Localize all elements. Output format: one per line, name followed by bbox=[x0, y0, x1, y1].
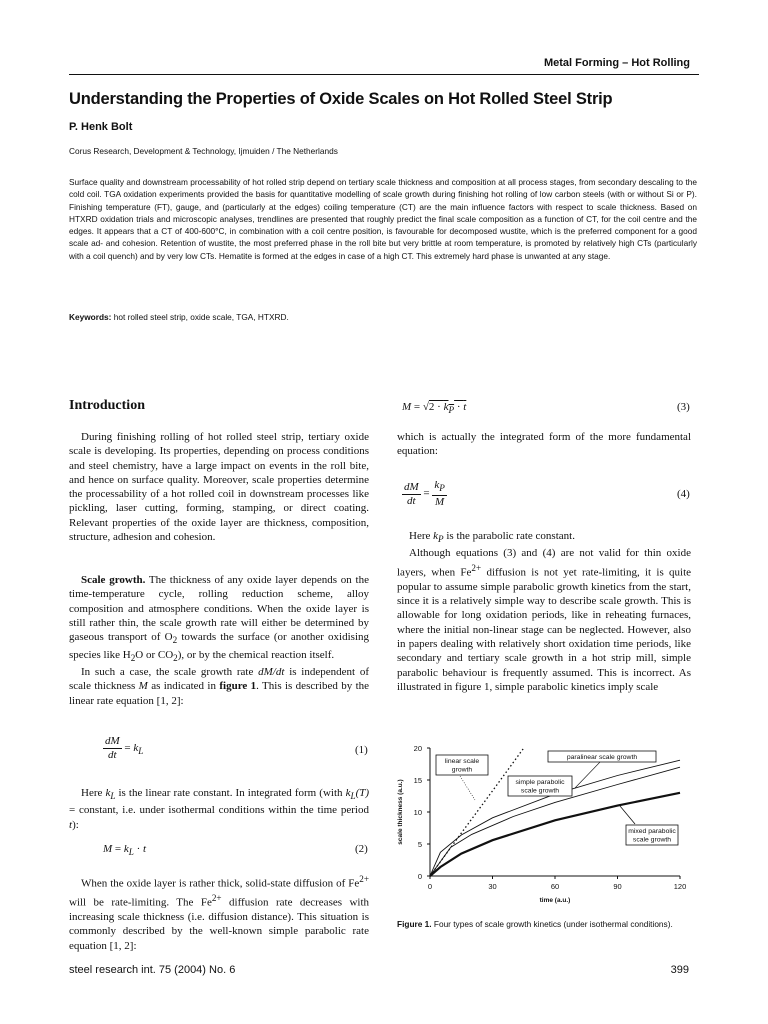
annotation-linear-pointer bbox=[460, 776, 475, 800]
equation-1-number: (1) bbox=[355, 744, 368, 756]
text-run: ), or by the chemical reaction itself. bbox=[177, 648, 335, 661]
equation-1: $\frac{dM}{dt}$ = $k_L$ bbox=[105, 735, 144, 761]
caption-label: Figure 1. bbox=[397, 919, 432, 929]
equation-4-number: (4) bbox=[677, 488, 690, 500]
section-heading-introduction: Introduction bbox=[69, 398, 145, 413]
paragraph-linear bbox=[69, 665, 369, 708]
equation-3-number: (3) bbox=[677, 401, 690, 413]
header-rule bbox=[69, 74, 699, 75]
text-run: Here bbox=[409, 530, 434, 542]
annotation-paralinear-text: paralinear scale growth bbox=[566, 754, 638, 761]
paragraph-linear-constant: Here $k_L$ is the linear rate constant. In integrated form (with $k_L(T)$ = constant, i.e. under isothermal conditions within the time period t): bbox=[69, 787, 370, 831]
text-run: diffusion is not yet rate-limiting, it is quite popular to assume simple parabolic growth kinetics from the start, since it is a relatively simple way to describe scale growth. This is allowable for long oxidation periods, like in reheating furnaces, where the initial non-linear stage can be neglected. However, also in papers dealing with relatively short oxidation time periods, like secondary and tertiary scale growth in a hot strip mill, simple parabolic behaviour is frequently assumed. This is incorrect. As illustrated in figure 1, simple parabolic kinetics imply scale bbox=[397, 566, 692, 693]
abstract: Surface quality and downstream processability of hot rolled strip depend on tertiary scale thickness and composition at all process stages, from secondary descaling to the cold coil. TGA oxidation experiments provided the basis for quantitative modelling of scale growth during finishing hot rolling of low carbon steels (with or without Si or P). Finishing temperature (FT), gauge, and (particularly at the edges) coiling temperature (CT) are the main influence factors with respect to scale thickness. Based on HTXRD oxidation trials and microscopic analyses, trendlines are presented that roughly predict the final scale composition as a function of CT, for the coil centre and the edges. It appears that a CT of 400-600°C, in combination with a coil centre position, is favourable for decomposed wustite, which is the preferred component for a good scale ad- and cohesion. Retention of wustite, the most preferred phase in the roll bite but very brittle at room temperature, is promoted by relatively high CTs (particularly with a coil quench) and by very low CTs. Hematite is formed at the edges in case of a high CT. This extremely hard phase is unwanted at any stage. bbox=[69, 177, 697, 261]
author: P. Henk Bolt bbox=[69, 121, 133, 133]
equation-2: $M = k_L \cdot t$ bbox=[103, 843, 147, 858]
keywords bbox=[69, 312, 289, 322]
text-run: is the parabolic rate constant. bbox=[443, 530, 575, 542]
paragraph-fundamental bbox=[397, 430, 691, 459]
figure-1-chart bbox=[392, 740, 698, 912]
equation-2-number: (2) bbox=[355, 843, 368, 855]
annotation-mixed-parabolic-text: scale growth bbox=[632, 836, 672, 844]
x-tick-label: 60 bbox=[550, 882, 560, 891]
equation-4: $\frac{dM}{dt}$ = $\frac{k_P}{M}$ bbox=[404, 479, 445, 509]
text-run: is independent of scale thickness bbox=[69, 666, 369, 693]
annotation-linear-text: linear scale bbox=[444, 758, 480, 765]
annotation-mixed-parabolic-text: mixed parabolic bbox=[628, 828, 676, 835]
y-tick-label: 0 bbox=[417, 872, 422, 881]
text-run: = constant, i.e. under isothermal conditions within the time period bbox=[69, 804, 369, 817]
text-run: Here bbox=[81, 787, 106, 799]
figure-reference: figure 1 bbox=[219, 680, 257, 693]
y-tick-label: 5 bbox=[417, 840, 422, 849]
caption-text: Four types of scale growth kinetics (under isothermal conditions). bbox=[433, 919, 673, 929]
footer-journal: steel research int. 75 (2004) No. 6 bbox=[69, 964, 236, 976]
text-run: When the oxide layer is rather thick, solid-state diffusion of Fe bbox=[81, 877, 360, 890]
x-tick-label: 120 bbox=[673, 882, 687, 891]
figure-caption bbox=[397, 918, 695, 930]
footer-page-number: 399 bbox=[670, 964, 689, 976]
section-label: Metal Forming – Hot Rolling bbox=[543, 57, 690, 69]
right-column-text bbox=[397, 529, 691, 694]
text-run: O or CO bbox=[135, 648, 174, 661]
x-axis-label: time (a.u.) bbox=[539, 897, 571, 904]
text-run: . This is described by the linear rate equation [1, 2]: bbox=[69, 680, 370, 707]
paragraph-intro: During finishing rolling of hot rolled steel strip, tertiary oxide scale is developing. Its properties, depending on process conditions and steel chemistry, have a large impact on events in the roll bite, and hence on surface quality. Moreover, scale properties determine the processability of a hot rolled coil in downstream processes like pickling, laser cutting, forming, stamping, or direct coating. Relevant properties of the oxide layer are thickness, composition, structure, adhesion and cohesion. bbox=[69, 431, 369, 544]
paragraph-parabolic: When the oxide layer is rather thick, solid-state diffusion of $Fe^{2+}$ will be rate-limiting. The $Fe^{2+}$ diffusion rate decreases with increasing scale thickness (i.e. diffusion distance). This situation is commonly described by the well-known simple parabolic rate equation [1, 2]: bbox=[69, 874, 369, 952]
keywords-label: Keywords: bbox=[69, 312, 112, 322]
text-run: ): bbox=[72, 818, 79, 831]
text-run: In such a case, the scale growth rate bbox=[81, 666, 259, 679]
paper-title: Understanding the Properties of Oxide Scales on Hot Rolled Steel Strip bbox=[69, 90, 613, 108]
text-run: which is actually the integrated form of the more fundamental equation: bbox=[397, 431, 691, 458]
y-axis-label: scale thickness (a.u.) bbox=[397, 779, 404, 845]
paragraph-although: Although equations (3) and (4) are not valid for thin oxide layers, when $Fe^{2+}$ diffusion is not yet rate-limiting, it is quite popular to assume simple parabolic growth kinetics from the start, since it is a relatively simple way to describe scale growth. This is allowable for long oxidation periods, like in reheating furnaces, where the initial non-linear stage can be neglected. However, also in papers dealing with relatively short oxidation time periods, like secondary and tertiary scale growth in a hot strip mill, simple parabolic behaviour is frequently assumed. This is incorrect. As illustrated in figure 1, simple parabolic kinetics imply scale bbox=[397, 547, 692, 693]
annotation-simple-parabolic-text: simple parabolic bbox=[515, 779, 565, 786]
paragraph-rate-constant: Here $k_P$ is the parabolic rate constant. bbox=[409, 530, 575, 545]
annotation-mixed-pointer bbox=[620, 806, 635, 824]
text-run: dM/dt bbox=[258, 666, 285, 679]
affiliation: Corus Research, Development & Technology, Ijmuiden / The Netherlands bbox=[69, 146, 338, 156]
text-run: towards the surface (or another oxidising species like H bbox=[69, 631, 369, 661]
y-tick-label: 10 bbox=[413, 808, 422, 817]
text-run: The thickness of any oxide layer depends on the time-temperature cycle, rolling reduction scheme, alloy composition and atmosphere conditions. When the oxide layer is still rather thin, the scale growth rate will either be determined by gaseous transport of O bbox=[69, 574, 369, 644]
left-column-scale-growth bbox=[69, 573, 369, 708]
text-run: will be rate-limiting. The Fe bbox=[69, 896, 212, 909]
y-tick-label: 20 bbox=[413, 744, 422, 753]
y-tick-label: 15 bbox=[413, 776, 422, 785]
text-run: is the linear rate constant. In integrated form (with bbox=[115, 787, 346, 799]
x-tick-label: 0 bbox=[427, 882, 433, 891]
text-run: diffusion rate decreases with increasing scale thickness (i.e. diffusion distance). This situation is commonly described by the well-known simple parabolic rate equation [1, 2]: bbox=[69, 896, 369, 952]
text-run: Although equations (3) and (4) are not valid for thin oxide layers, when Fe bbox=[397, 547, 691, 579]
equation-3: $M = √2 \cdot k_P \cdot t$ bbox=[402, 401, 467, 416]
annotation-linear-text: growth bbox=[451, 766, 473, 774]
text-run: M bbox=[138, 680, 148, 693]
scale-growth-label: Scale growth. bbox=[81, 574, 146, 586]
x-tick-label: 30 bbox=[488, 882, 497, 891]
annotation-simple-parabolic-text: scale growth bbox=[520, 787, 560, 795]
paragraph-scale-growth: Scale growth. The thickness of any oxide layer depends on the time-temperature cycle, rolling reduction scheme, alloy composition and atmosphere conditions. When the oxide layer is still rather thin, the scale growth rate will either be determined by gaseous transport of $O_2$ towards the surface (or another oxidising species like $H_2O$ or $CO_2$), or by the chemical reaction itself. bbox=[69, 574, 369, 663]
x-tick-label: 90 bbox=[613, 882, 622, 891]
left-column bbox=[69, 430, 369, 544]
keywords-text: hot rolled steel strip, oxide scale, TGA, HTXRD. bbox=[113, 312, 289, 322]
text-run: as indicated in bbox=[147, 680, 220, 693]
